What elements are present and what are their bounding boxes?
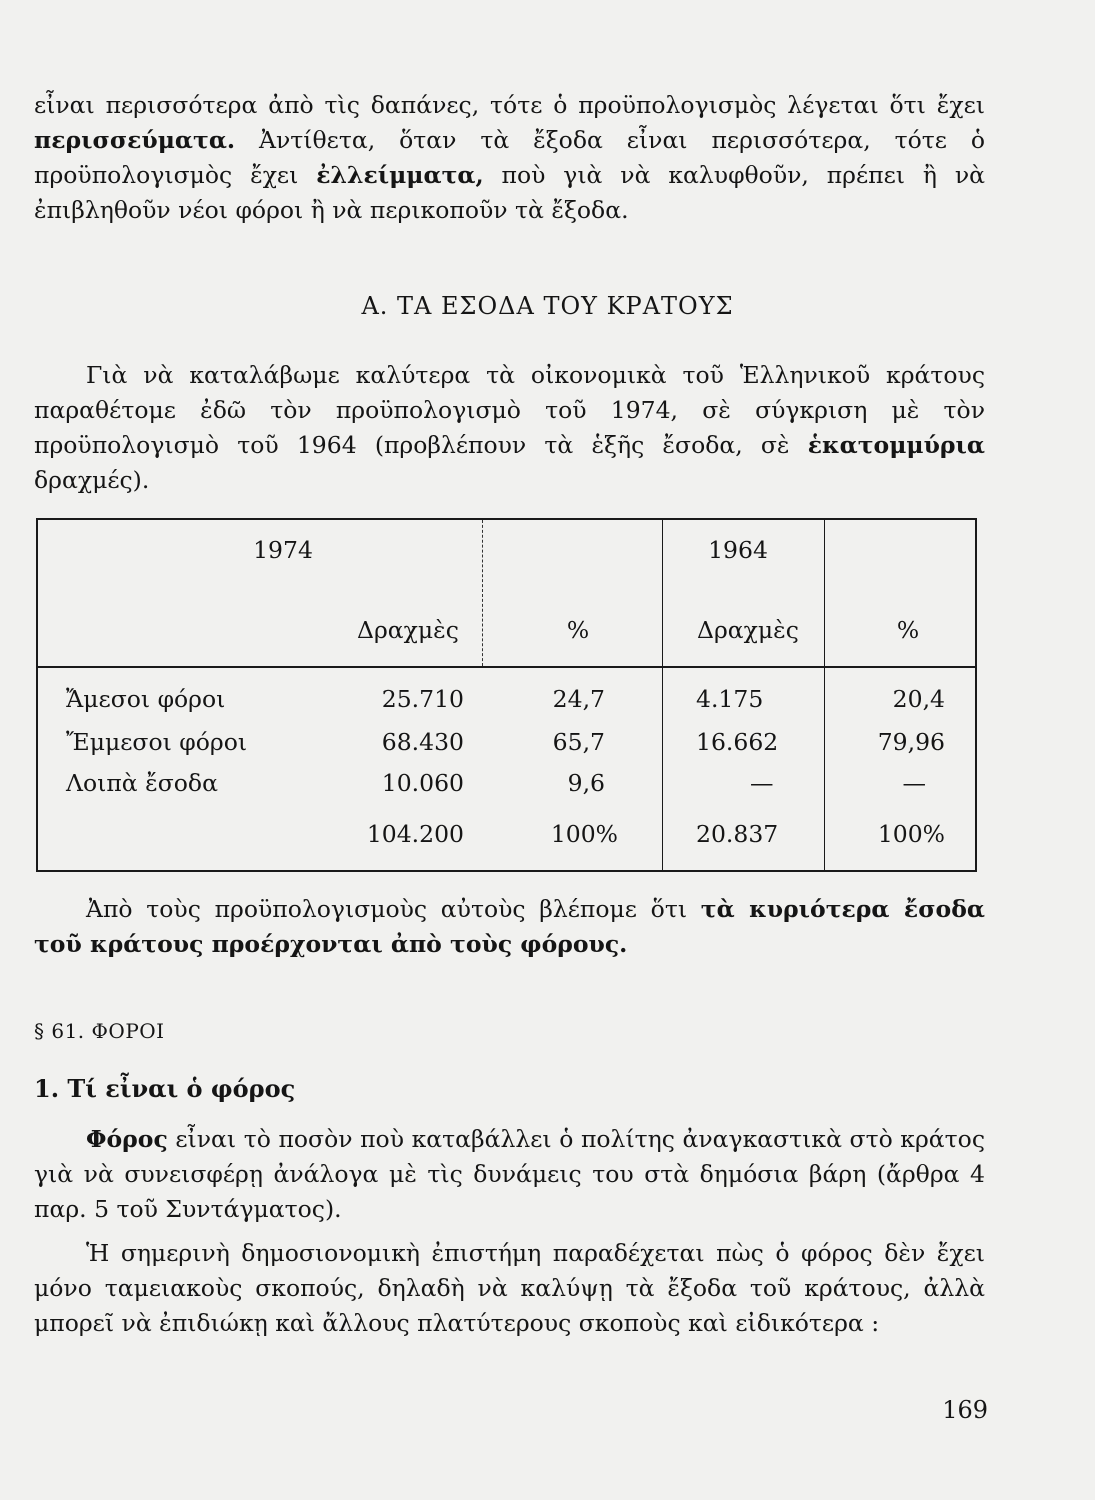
subheading-what-is-tax: 1. Τί εἶναι ὁ φόρος — [34, 1074, 296, 1103]
section-61-heading: § 61. ΦΟΡΟΙ — [34, 1019, 165, 1043]
row-label-indirect-taxes: Ἔμμεσοι φόροι — [66, 728, 248, 756]
table-header-rule — [38, 666, 975, 668]
year-1974: 1974 — [253, 536, 313, 564]
conclusion-paragraph — [34, 892, 985, 962]
definition-text: εἶναι τὸ ποσὸν ποὺ καταβάλλει ὁ πολίτης ἀναγκαστικὰ στὸ κράτος γιὰ νὰ συνεισφέρῃ ἀνάλογα μὲ τὶς δυνάμεις του στὰ δημόσια βάρη (ἄρθρα 4 παρ. 5 τοῦ Συντάγματος). — [34, 1125, 985, 1223]
col-percent-1964: % — [896, 616, 920, 644]
col-percent-1974: % — [566, 616, 590, 644]
intro-bold-surplus: περισσεύματα. — [34, 126, 236, 154]
intro-bold-deficit: ἐλλείμματα, — [316, 161, 484, 189]
conclusion-text: Ἀπὸ τοὺς προϋπολογισμοὺς αὐτοὺς βλέπομε ὅτι — [86, 895, 688, 923]
row-label-other-revenue: Λοιπὰ ἔσοδα — [66, 769, 218, 797]
cell-indirect-1964-dr: 16.662 — [696, 728, 779, 756]
cell-total-1974-dr: 104.200 — [366, 820, 464, 848]
col-drachmes-1964: Δραχμὲς — [697, 616, 799, 644]
cell-direct-1964-dr: 4.175 — [696, 685, 764, 713]
cell-indirect-1974-pct: 65,7 — [552, 728, 605, 756]
cell-other-1964-dr: — — [750, 769, 774, 797]
cell-total-1974-pct: 100% — [550, 820, 618, 848]
cell-total-1964-pct: 100% — [877, 820, 945, 848]
table-divider-1974 — [662, 520, 663, 870]
cell-other-1974-dr: 10.060 — [381, 769, 464, 797]
science-paragraph: Ἡ σημερινὴ δημοσιονομικὴ ἐπιστήμη παραδέχεται πὼς ὁ φόρος δὲν ἔχει μόνο ταμειακοὺς σκοπούς, δηλαδὴ νὰ καλύψῃ τὰ ἔξοδα τοῦ κράτους, ἀλλὰ μπορεῖ νὰ ἐπιδιώκῃ καὶ ἄλλους πλατύτερους σκοποὺς καὶ εἰδικότερα : — [34, 1239, 985, 1337]
intro-text-3: ποὺ γιὰ νὰ καλυφθοῦν, πρέπει ἢ νὰ ἐπιβληθοῦν νέοι φόροι ἢ νὰ περικοποῦν τὰ ἔξοδα. — [34, 161, 985, 224]
cell-indirect-1964-pct: 79,96 — [877, 728, 945, 756]
cell-other-1964-pct: — — [902, 769, 926, 797]
page-number: 169 — [942, 1396, 988, 1424]
row-label-direct-taxes: Ἄμεσοι φόροι — [66, 685, 226, 713]
cell-direct-1974-dr: 25.710 — [381, 685, 464, 713]
budget-table — [36, 518, 977, 872]
intro-text-1: εἶναι περισσότερα ἀπὸ τὶς δαπάνες, τότε ὁ προϋπολογισμὸς λέγεται ὅτι ἔχει — [34, 91, 985, 119]
cell-total-1964-dr: 20.837 — [696, 820, 779, 848]
budget-intro-post: δραχμές). — [34, 466, 150, 494]
definition-term: Φόρος — [86, 1125, 168, 1153]
section-a-title: Α. ΤΑ ΕΣΟΔΑ ΤΟΥ ΚΡΑΤΟΥΣ — [361, 292, 734, 320]
budget-intro-text: Γιὰ νὰ καταλάβωμε καλύτερα τὰ οἰκονομικὰ τοῦ Ἑλληνικοῦ κράτους παραθέτομε ἐδῶ τὸν προϋπολογισμὸ τοῦ 1974, σὲ σύγκριση μὲ τὸν προϋπολογισμὸ τοῦ 1964 (προβλέπουν τὰ ἑξῆς ἔσοδα, σὲ — [34, 361, 985, 459]
intro-text-2: Ἀντίθετα, ὅταν τὰ ἔξοδα εἶναι περισσότερα, τότε ὁ προϋπολογισμὸς ἔχει — [34, 126, 985, 189]
conclusion-bold: τὰ κυριότερα ἔσοδα τοῦ κράτους προέρχονται ἀπὸ τοὺς φόρους. — [34, 895, 985, 958]
cell-direct-1964-pct: 20,4 — [892, 685, 945, 713]
table-divider-1964 — [824, 520, 825, 870]
cell-indirect-1974-dr: 68.430 — [381, 728, 464, 756]
budget-intro-bold: ἑκατομμύρια — [807, 431, 985, 459]
year-1964: 1964 — [708, 536, 768, 564]
cell-other-1974-pct: 9,6 — [567, 769, 605, 797]
definition-paragraph — [34, 1122, 985, 1227]
table-divider-year — [482, 520, 483, 666]
cell-direct-1974-pct: 24,7 — [552, 685, 605, 713]
budget-intro-paragraph — [34, 358, 985, 498]
intro-paragraph — [34, 88, 985, 228]
col-drachmes-1974: Δραχμὲς — [357, 616, 459, 644]
